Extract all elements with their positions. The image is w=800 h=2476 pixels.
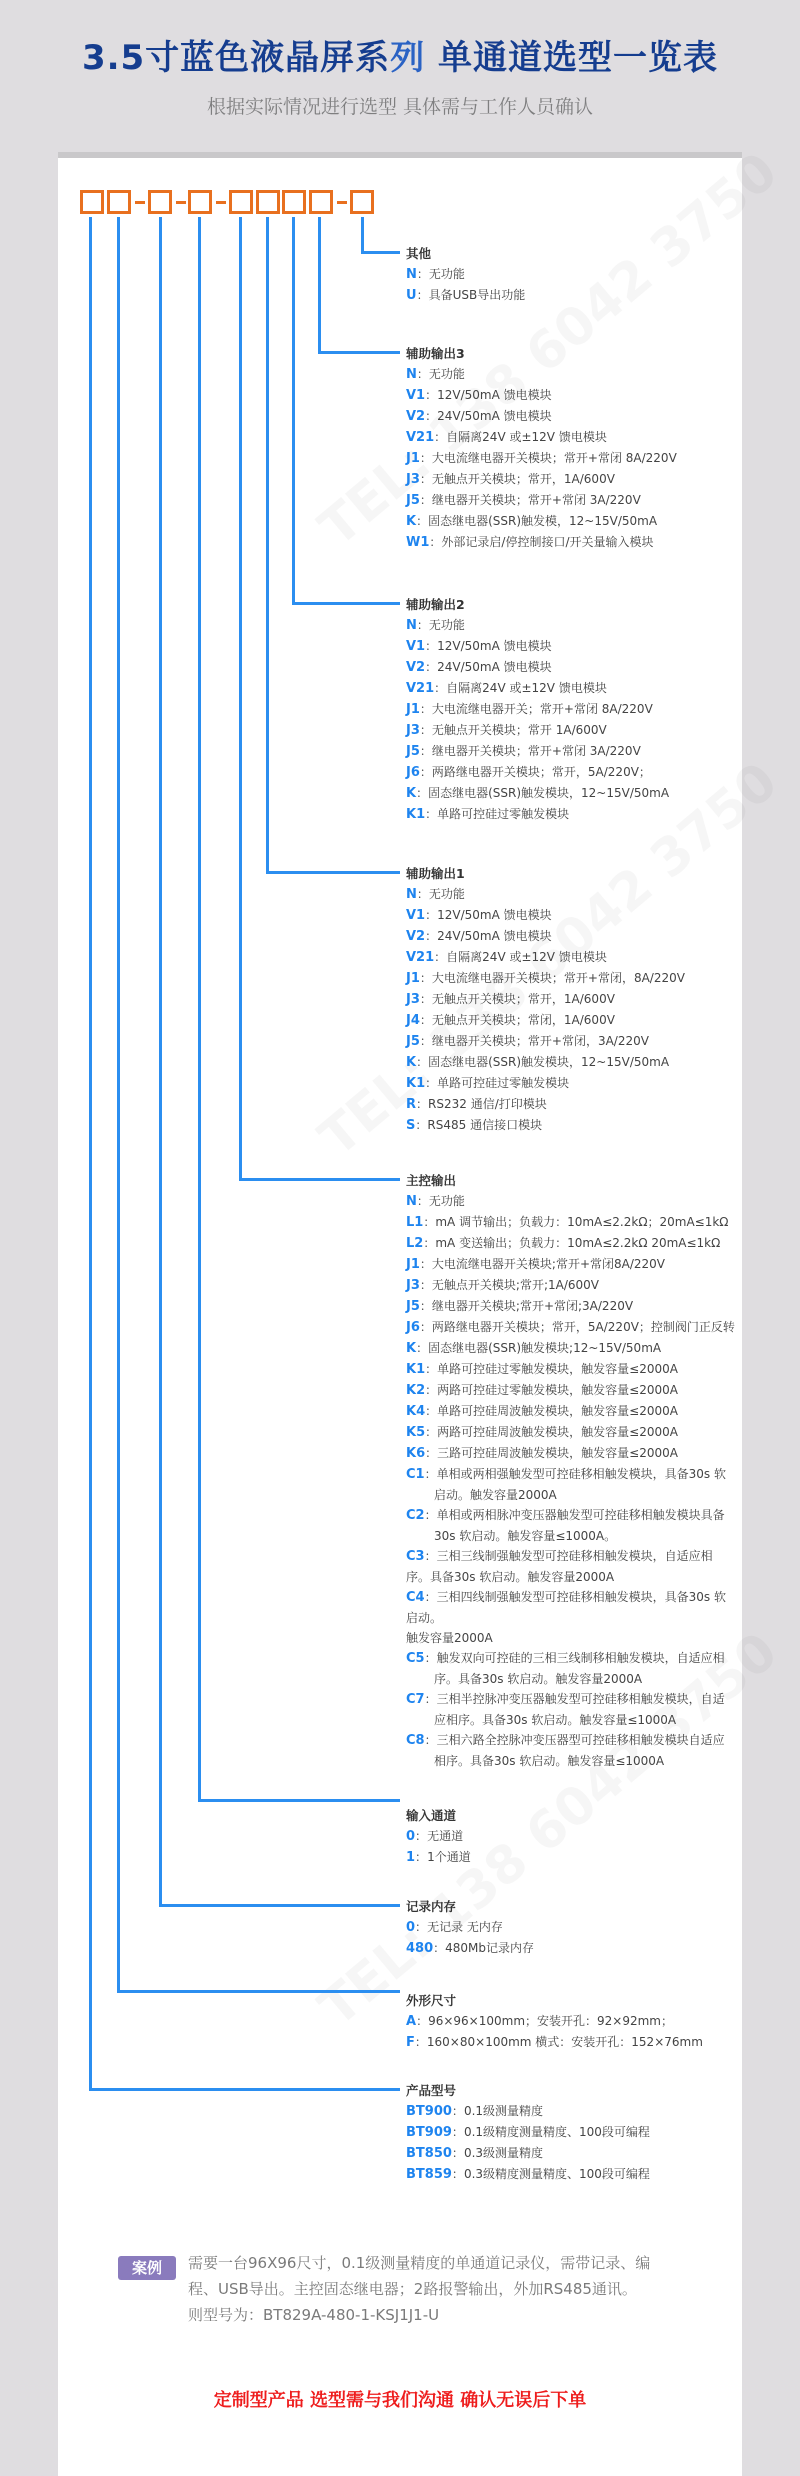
section-product-model xyxy=(406,2081,736,2185)
connector-memory xyxy=(159,217,162,1907)
option-item: C4：三相四线制强触发型可控硅移相触发模块，具备30s 软启动。 xyxy=(406,1590,726,1625)
option-code: J5 xyxy=(406,1299,420,1314)
option-code: N xyxy=(406,367,417,382)
option-item: J3：无触点开关模块；常开，1A/600V xyxy=(406,992,615,1007)
option-desc: 1个通道 xyxy=(427,1850,471,1864)
section-title: 辅助输出3 xyxy=(406,346,465,361)
option-code: BT909 xyxy=(406,2125,452,2140)
option-code: J3 xyxy=(406,1278,420,1293)
option-desc: 两路可控硅过零触发模块，触发容量≤2000A xyxy=(437,1383,678,1397)
option-item: J3：无触点开关模块；常开 1A/600V xyxy=(406,723,607,738)
option-desc: 单相或两相脉冲变压器触发型可控硅移相触发模块具备30s 软启动。触发容量≤1000A。 xyxy=(434,1508,725,1543)
option-item: U：具备USB导出功能 xyxy=(406,288,526,303)
option-desc: 480Mb记录内存 xyxy=(445,1941,535,1955)
option-code: V1 xyxy=(406,908,426,923)
code-dash xyxy=(135,201,145,204)
option-desc: 触发容量2000A xyxy=(406,1631,493,1645)
option-item: N：无功能 xyxy=(406,1194,465,1209)
option-item: V21：自隔离24V 或±12V 馈电模块 xyxy=(406,430,607,445)
option-desc: 12V/50mA 馈电模块 xyxy=(437,908,552,922)
option-desc: 无触点开关模块；常闭，1A/600V xyxy=(431,1013,615,1027)
option-code: J3 xyxy=(406,992,420,1007)
option-desc: 自隔离24V 或±12V 馈电模块 xyxy=(446,430,607,444)
option-item: W1：外部记录启/停控制接口/开关量输入模块 xyxy=(406,535,654,550)
option-code: K4 xyxy=(406,1404,426,1419)
option-code: K1 xyxy=(406,1076,426,1091)
option-desc: 0.1级精度测量精度、100段可编程 xyxy=(463,2125,650,2139)
option-desc: 大电流继电器开关；常开+常闭 8A/220V xyxy=(431,702,653,716)
code-box-8 xyxy=(309,190,333,214)
option-code: C4 xyxy=(406,1590,425,1605)
option-desc: 24V/50mA 馈电模块 xyxy=(437,409,552,423)
option-item: L1：mA 调节输出；负载力：10mA≤2.2kΩ；20mA≤1kΩ xyxy=(406,1215,729,1230)
code-box-2 xyxy=(107,190,131,214)
option-desc: 0.3级精度测量精度、100段可编程 xyxy=(463,2167,650,2181)
option-item: K1：单路可控硅过零触发模块 xyxy=(406,807,570,822)
option-desc: 继电器开关模块；常开+常闭 3A/220V xyxy=(431,744,641,758)
code-dash xyxy=(176,201,186,204)
code-box-7 xyxy=(282,190,306,214)
option-item: S：RS485 通信接口模块 xyxy=(406,1118,543,1133)
option-code: J6 xyxy=(406,1320,420,1335)
section-aux-output-1 xyxy=(406,864,736,1136)
option-desc: 继电器开关模块；常开+常闭 3A/220V xyxy=(431,493,641,507)
option-desc: 大电流继电器开关模块;常开+常闭8A/220V xyxy=(431,1257,666,1271)
option-desc: 24V/50mA 馈电模块 xyxy=(437,929,552,943)
connector-aux3 xyxy=(318,217,321,354)
option-item: C3：三相三线制强触发型可控硅移相触发模块，自适应相序。具备30s 软启动。触发容量2000A xyxy=(406,1549,713,1584)
option-desc: 具备USB导出功能 xyxy=(428,288,526,302)
option-item: F：160×80×100mm 横式：安装开孔：152×76mm xyxy=(406,2035,703,2050)
option-item: K：固态继电器(SSR)触发模块，12~15V/50mA xyxy=(406,1055,670,1070)
page-title xyxy=(0,30,800,79)
option-code: V1 xyxy=(406,639,426,654)
section-main-output xyxy=(406,1171,736,1771)
option-item: 0：无记录 无内存 xyxy=(406,1920,503,1935)
code-dash xyxy=(337,201,347,204)
option-code: C1 xyxy=(406,1467,425,1482)
option-item: V2：24V/50mA 馈电模块 xyxy=(406,929,552,944)
option-desc: 无功能 xyxy=(428,1194,465,1208)
connector-input-channel xyxy=(198,217,201,1802)
option-desc: 固态继电器(SSR)触发模块，12~15V/50mA xyxy=(428,786,670,800)
option-item: C2：单相或两相脉冲变压器触发型可控硅移相触发模块具备30s 软启动。触发容量≤1000A。 xyxy=(406,1508,725,1543)
option-item: 480：480Mb记录内存 xyxy=(406,1941,535,1956)
option-code: V21 xyxy=(406,430,435,445)
option-desc: 无通道 xyxy=(427,1829,464,1843)
connector-other-h xyxy=(361,251,400,254)
option-code: J6 xyxy=(406,765,420,780)
option-code: C8 xyxy=(406,1733,425,1748)
section-title: 辅助输出2 xyxy=(406,597,465,612)
option-item: J5：继电器开关模块；常开+常闭 3A/220V xyxy=(406,493,641,508)
connector-size xyxy=(117,217,120,1993)
example-line-1: 需要一台96X96尺寸，0.1级测量精度的单通道记录仪，需带记录、编 xyxy=(188,2254,651,2272)
option-item: BT909：0.1级精度测量精度、100段可编程 xyxy=(406,2125,650,2140)
option-desc: 继电器开关模块；常开+常闭，3A/220V xyxy=(431,1034,649,1048)
footer-notice: 定制型产品 选型需与我们沟通 确认无误后下单 xyxy=(213,2390,587,2411)
option-desc: 无功能 xyxy=(428,367,465,381)
option-code: BT859 xyxy=(406,2167,452,2182)
option-code: A xyxy=(406,2014,417,2029)
option-item: C1：单相或两相强触发型可控硅移相触发模块，具备30s 软启动。触发容量2000A xyxy=(406,1467,726,1502)
option-code: C2 xyxy=(406,1508,425,1523)
title-accent: 列 xyxy=(390,38,426,78)
option-code: V1 xyxy=(406,388,426,403)
option-desc: 24V/50mA 馈电模块 xyxy=(437,660,552,674)
option-item: N：无功能 xyxy=(406,367,465,382)
option-code: J1 xyxy=(406,451,420,466)
option-code: V21 xyxy=(406,681,435,696)
option-code: K5 xyxy=(406,1425,426,1440)
option-desc: 160×80×100mm 横式：安装开孔：152×76mm xyxy=(426,2035,703,2049)
option-desc: 单路可控硅过零触发模块，触发容量≤2000A xyxy=(437,1362,678,1376)
option-item: J5：继电器开关模块；常开+常闭，3A/220V xyxy=(406,1034,649,1049)
section-dimensions xyxy=(406,1991,736,2053)
option-item: BT850：0.3级测量精度 xyxy=(406,2146,544,2161)
connector-other xyxy=(361,217,364,254)
option-desc: 两路继电器开关模块；常开，5A/220V；控制阀门正反转 xyxy=(431,1320,735,1334)
option-code: K1 xyxy=(406,1362,426,1377)
option-desc: 两路继电器开关模块；常开，5A/220V； xyxy=(431,765,651,779)
option-desc: 三路可控硅周波触发模块，触发容量≤2000A xyxy=(437,1446,678,1460)
option-code: 0 xyxy=(406,1829,416,1844)
option-desc: 继电器开关模块;常开+常闭;3A/220V xyxy=(431,1299,634,1313)
option-desc: 96×96×100mm；安装开孔：92×92mm； xyxy=(428,2014,673,2028)
option-item: V2：24V/50mA 馈电模块 xyxy=(406,409,552,424)
example-badge: 案例 xyxy=(118,2256,176,2280)
connector-aux1-h xyxy=(266,871,400,874)
option-code: J3 xyxy=(406,723,420,738)
connector-size-h xyxy=(117,1990,400,1993)
option-desc: 无触点开关模块；常开，1A/600V xyxy=(431,472,615,486)
section-title: 其他 xyxy=(406,246,432,261)
option-code: K1 xyxy=(406,807,426,822)
option-desc: 三相六路全控脉冲变压器型可控硅移相触发模块自适应相序。具备30s 软启动。触发容量≤1000A xyxy=(434,1733,725,1768)
option-code: V2 xyxy=(406,409,426,424)
option-item: J1：大电流继电器开关模块；常开+常闭 8A/220V xyxy=(406,451,677,466)
option-desc: 三相四线制强触发型可控硅移相触发模块，具备30s 软启动。 xyxy=(406,1590,726,1625)
section-other xyxy=(406,244,736,306)
option-code: 1 xyxy=(406,1850,416,1865)
option-item: V1：12V/50mA 馈电模块 xyxy=(406,908,552,923)
option-item: K1：单路可控硅过零触发模块，触发容量≤2000A xyxy=(406,1362,678,1377)
option-item: J5：继电器开关模块；常开+常闭 3A/220V xyxy=(406,744,641,759)
option-code: C3 xyxy=(406,1549,425,1564)
option-desc: 触发双向可控硅的三相三线制移相触发模块，自适应相序。具备30s 软启动。触发容量2000A xyxy=(434,1651,725,1686)
option-code: J1 xyxy=(406,702,420,717)
option-item: J6：两路继电器开关模块；常开，5A/220V； xyxy=(406,765,651,780)
option-code: W1 xyxy=(406,535,430,550)
option-item: K：固态继电器(SSR)触发模块;12~15V/50mA xyxy=(406,1341,662,1356)
option-desc: 无功能 xyxy=(428,887,465,901)
option-item: C7：三相半控脉冲变压器触发型可控硅移相触发模块，自适应相序。具备30s 软启动。触发容量≤1000A xyxy=(406,1692,725,1727)
option-desc: 12V/50mA 馈电模块 xyxy=(437,639,552,653)
option-desc: 无功能 xyxy=(428,267,465,281)
option-item: L2：mA 变送输出；负载力：10mA≤2.2kΩ 20mA≤1kΩ xyxy=(406,1236,721,1251)
option-desc: 无触点开关模块;常开;1A/600V xyxy=(431,1278,599,1292)
connector-memory-h xyxy=(159,1904,400,1907)
section-input-channel xyxy=(406,1806,736,1868)
option-code: J1 xyxy=(406,1257,420,1272)
option-code: J5 xyxy=(406,493,420,508)
option-item: BT900：0.1级测量精度 xyxy=(406,2104,544,2119)
option-desc: 三相半控脉冲变压器触发型可控硅移相触发模块，自适应相序。具备30s 软启动。触发容量≤1000A xyxy=(434,1692,725,1727)
option-code: K xyxy=(406,1055,417,1070)
section-aux-output-2 xyxy=(406,595,736,825)
option-item: K：固态继电器(SSR)触发模块，12~15V/50mA xyxy=(406,786,670,801)
connector-model xyxy=(89,217,92,2091)
example-text xyxy=(188,2250,728,2328)
option-desc: 固态继电器(SSR)触发模块，12~15V/50mA xyxy=(428,1055,670,1069)
option-desc: 无功能 xyxy=(428,618,465,632)
option-item: K2：两路可控硅过零触发模块，触发容量≤2000A xyxy=(406,1383,678,1398)
option-item: J5：继电器开关模块;常开+常闭;3A/220V xyxy=(406,1299,634,1314)
option-desc: 两路可控硅周波触发模块，触发容量≤2000A xyxy=(437,1425,678,1439)
option-code: 0 xyxy=(406,1920,416,1935)
option-code: J4 xyxy=(406,1013,420,1028)
option-code: N xyxy=(406,887,417,902)
page-subtitle: 根据实际情况进行选型 具体需与工作人员确认 xyxy=(206,96,594,118)
option-item: K6：三路可控硅周波触发模块，触发容量≤2000A xyxy=(406,1446,678,1461)
option-item: J3：无触点开关模块；常开，1A/600V xyxy=(406,472,615,487)
title-text-2: 单通道选型一览表 xyxy=(425,38,719,78)
option-code: V2 xyxy=(406,660,426,675)
option-item: J3：无触点开关模块;常开;1A/600V xyxy=(406,1278,599,1293)
option-code: J5 xyxy=(406,1034,420,1049)
option-item: A：96×96×100mm；安装开孔：92×92mm； xyxy=(406,2014,673,2029)
option-code: J3 xyxy=(406,472,420,487)
option-item: N：无功能 xyxy=(406,887,465,902)
code-box-5 xyxy=(229,190,253,214)
connector-main-output-h xyxy=(239,1178,400,1181)
option-item: C8：三相六路全控脉冲变压器型可控硅移相触发模块自适应相序。具备30s 软启动。触发容量≤1000A xyxy=(406,1733,725,1768)
option-desc: 无触点开关模块；常开 1A/600V xyxy=(431,723,607,737)
option-item: V1：12V/50mA 馈电模块 xyxy=(406,388,552,403)
option-desc: 固态继电器(SSR)触发模，12~15V/50mA xyxy=(428,514,658,528)
option-desc: 0.3级测量精度 xyxy=(463,2146,544,2160)
option-code: R xyxy=(406,1097,417,1112)
option-item: K：固态继电器(SSR)触发模，12~15V/50mA xyxy=(406,514,658,529)
title-text: 3.5寸蓝色液晶屏系 xyxy=(81,38,391,78)
option-item: J1：大电流继电器开关模块;常开+常闭8A/220V xyxy=(406,1257,666,1272)
connector-model-h xyxy=(89,2088,400,2091)
option-item: J6：两路继电器开关模块；常开，5A/220V；控制阀门正反转 xyxy=(406,1320,735,1335)
option-code: V21 xyxy=(406,950,435,965)
option-desc: 大电流继电器开关模块；常开+常闭，8A/220V xyxy=(431,971,685,985)
option-item: 1：1个通道 xyxy=(406,1850,471,1865)
option-desc: RS485 通信接口模块 xyxy=(427,1118,543,1132)
option-item: V2：24V/50mA 馈电模块 xyxy=(406,660,552,675)
option-desc: 无触点开关模块；常开，1A/600V xyxy=(431,992,615,1006)
section-record-memory xyxy=(406,1897,736,1959)
option-code: BT900 xyxy=(406,2104,452,2119)
option-code: K2 xyxy=(406,1383,426,1398)
option-code: 480 xyxy=(406,1941,434,1956)
option-code: K xyxy=(406,514,417,529)
connector-aux1 xyxy=(266,217,269,874)
option-desc: 单相或两相强触发型可控硅移相触发模块，具备30s 软启动。触发容量2000A xyxy=(434,1467,726,1502)
option-desc: 三相三线制强触发型可控硅移相触发模块，自适应相序。具备30s 软启动。触发容量2000A xyxy=(406,1549,713,1584)
option-code: L2 xyxy=(406,1236,424,1251)
section-title: 外形尺寸 xyxy=(406,1993,457,2008)
option-desc: 12V/50mA 馈电模块 xyxy=(437,388,552,402)
option-code: U xyxy=(406,288,417,303)
option-code: K xyxy=(406,786,417,801)
option-code: V2 xyxy=(406,929,426,944)
option-item: J4：无触点开关模块；常闭，1A/600V xyxy=(406,1013,615,1028)
connector-aux3-h xyxy=(318,351,400,354)
option-desc: 单路可控硅过零触发模块 xyxy=(437,807,570,821)
option-desc: 外部记录启/停控制接口/开关量输入模块 xyxy=(441,535,654,549)
code-box-3 xyxy=(148,190,172,214)
option-code: K6 xyxy=(406,1446,426,1461)
option-item: 0：无通道 xyxy=(406,1829,464,1844)
option-item: K4：单路可控硅周波触发模块，触发容量≤2000A xyxy=(406,1404,678,1419)
option-code: N xyxy=(406,1194,417,1209)
connector-input-channel-h xyxy=(198,1799,400,1802)
option-item: V21：自隔离24V 或±12V 馈电模块 xyxy=(406,950,607,965)
code-dash xyxy=(216,201,226,204)
option-item: V1：12V/50mA 馈电模块 xyxy=(406,639,552,654)
option-code: J1 xyxy=(406,971,420,986)
code-box-1 xyxy=(80,190,104,214)
option-desc: 无记录 无内存 xyxy=(427,1920,503,1934)
option-item: J1：大电流继电器开关；常开+常闭 8A/220V xyxy=(406,702,653,717)
option-desc: 大电流继电器开关模块；常开+常闭 8A/220V xyxy=(431,451,677,465)
option-item: BT859：0.3级精度测量精度、100段可编程 xyxy=(406,2167,650,2182)
option-desc: 单路可控硅过零触发模块 xyxy=(437,1076,570,1090)
option-code: C5 xyxy=(406,1651,425,1666)
option-code: N xyxy=(406,267,417,282)
section-title: 辅助输出1 xyxy=(406,866,465,881)
section-title: 产品型号 xyxy=(406,2083,457,2098)
option-desc: 0.1级测量精度 xyxy=(463,2104,544,2118)
option-desc: 固态继电器(SSR)触发模块;12~15V/50mA xyxy=(428,1341,662,1355)
option-code: BT850 xyxy=(406,2146,452,2161)
option-item: C5：触发双向可控硅的三相三线制移相触发模块，自适应相序。具备30s 软启动。触发容量2000A xyxy=(406,1651,725,1686)
option-item: R：RS232 通信/打印模块 xyxy=(406,1097,547,1112)
code-box-6 xyxy=(256,190,280,214)
connector-aux2 xyxy=(292,217,295,605)
section-title: 记录内存 xyxy=(406,1899,457,1914)
option-desc: 自隔离24V 或±12V 馈电模块 xyxy=(446,950,607,964)
option-code: F xyxy=(406,2035,415,2050)
option-item: N：无功能 xyxy=(406,267,465,282)
option-item: K5：两路可控硅周波触发模块，触发容量≤2000A xyxy=(406,1425,678,1440)
code-box-9 xyxy=(350,190,374,214)
option-desc: mA 变送输出；负载力：10mA≤2.2kΩ 20mA≤1kΩ xyxy=(435,1236,721,1250)
example-line-3: 则型号为：BT829A-480-1-KSJ1J1-U xyxy=(188,2306,440,2324)
option-desc: RS232 通信/打印模块 xyxy=(428,1097,547,1111)
option-item: N：无功能 xyxy=(406,618,465,633)
option-code: J5 xyxy=(406,744,420,759)
option-code: L1 xyxy=(406,1215,424,1230)
connector-main-output xyxy=(239,217,242,1181)
option-code: N xyxy=(406,618,417,633)
option-desc: 自隔离24V 或±12V 馈电模块 xyxy=(446,681,607,695)
option-desc: mA 调节输出；负载力：10mA≤2.2kΩ；20mA≤1kΩ xyxy=(435,1215,729,1229)
option-desc: 单路可控硅周波触发模块，触发容量≤2000A xyxy=(437,1404,678,1418)
option-code: S xyxy=(406,1118,416,1133)
section-title: 主控输出 xyxy=(406,1173,457,1188)
section-title: 输入通道 xyxy=(406,1808,457,1823)
option-item: K1：单路可控硅过零触发模块 xyxy=(406,1076,570,1091)
code-box-4 xyxy=(188,190,212,214)
option-item: V21：自隔离24V 或±12V 馈电模块 xyxy=(406,681,607,696)
option-code: K xyxy=(406,1341,417,1356)
section-aux-output-3 xyxy=(406,344,736,553)
example-line-2: 程、USB导出。主控固态继电器；2路报警输出，外加RS485通讯。 xyxy=(188,2280,637,2298)
option-code: C7 xyxy=(406,1692,425,1707)
option-item: J1：大电流继电器开关模块；常开+常闭，8A/220V xyxy=(406,971,685,986)
connector-aux2-h xyxy=(292,602,400,605)
option-item-continued xyxy=(406,1628,736,1648)
